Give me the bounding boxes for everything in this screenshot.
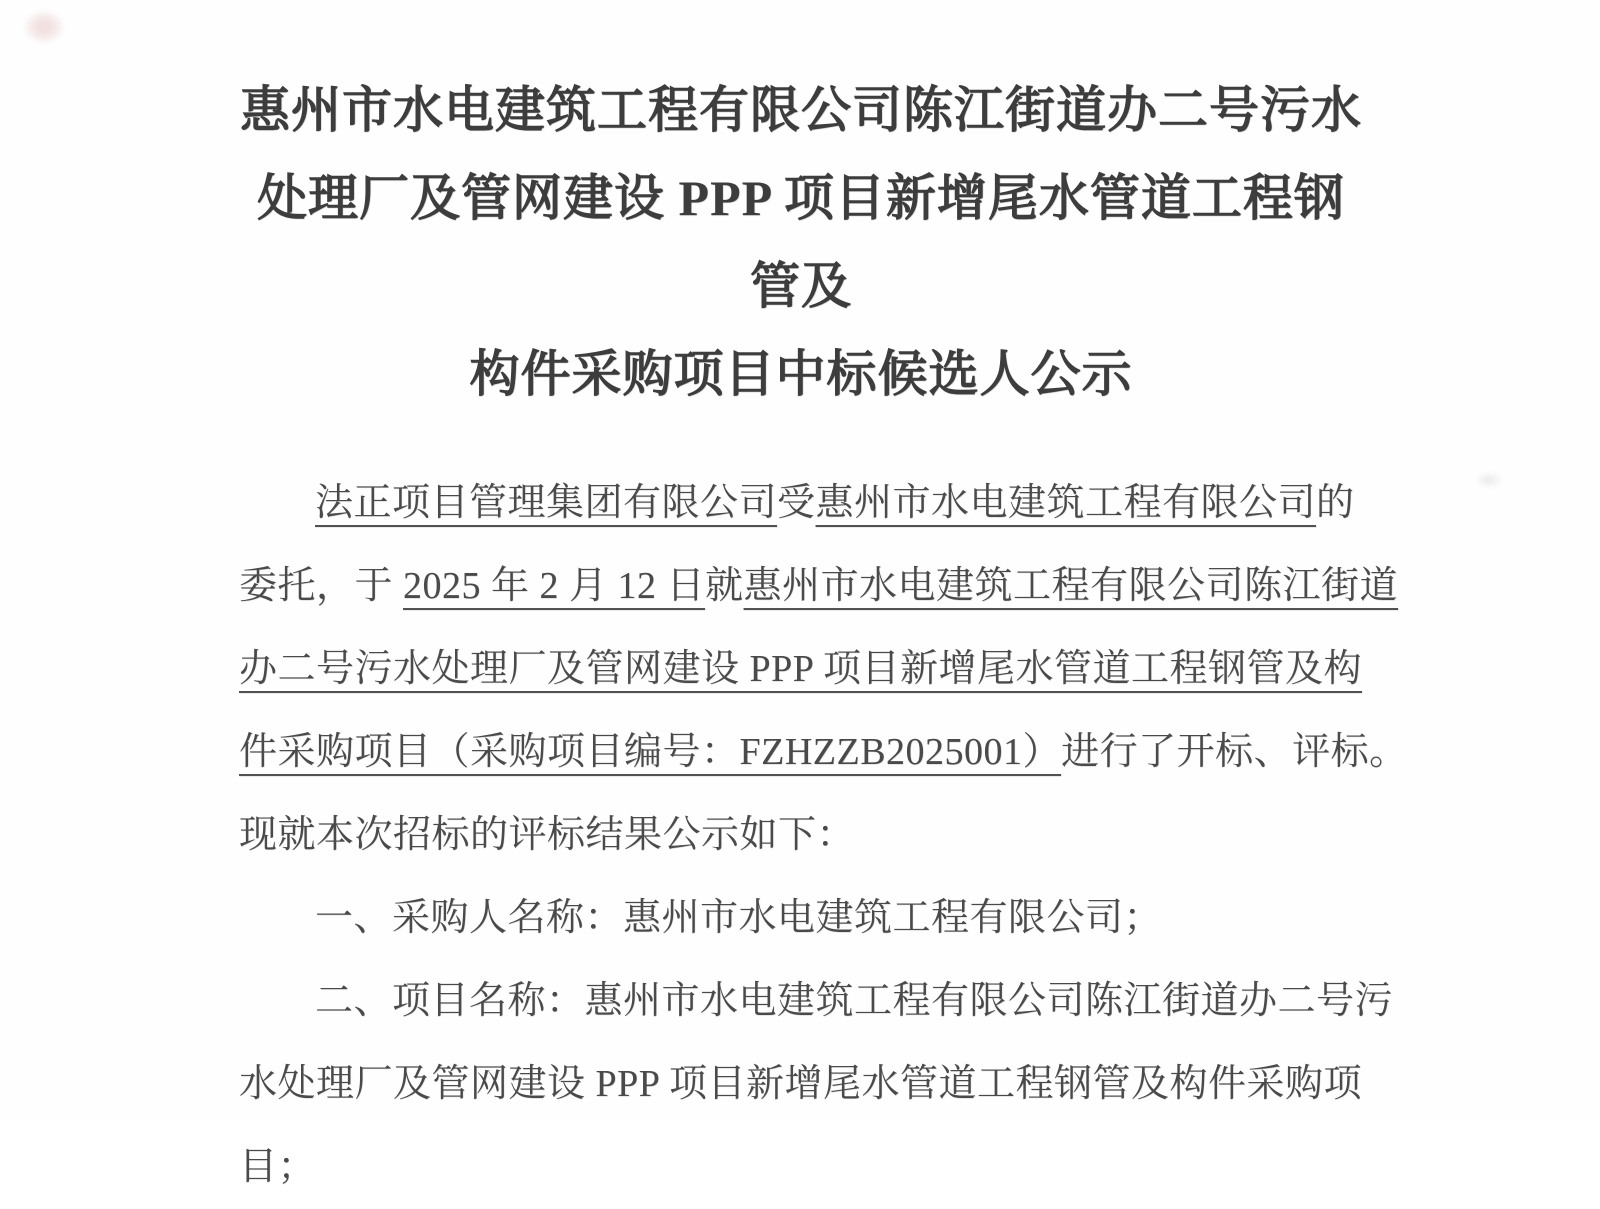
paragraph-line-2 xyxy=(239,545,1399,628)
paragraph-line-1 xyxy=(239,462,1363,545)
item-1-text: 一、采购人名称：惠州市水电建筑工程有限公司； xyxy=(315,897,1163,939)
document-body xyxy=(239,462,1408,1209)
purchaser-name: 惠州市水电建筑工程有限公司 xyxy=(815,482,1317,524)
item-2-text-2: 水处理厂及管网建设 PPP 项目新增尾水管道工程钢管及构件采购项 xyxy=(239,1063,1362,1105)
project-name-part-1: 惠州市水电建筑工程有限公司陈江街道 xyxy=(743,565,1399,607)
text-segment: 受 xyxy=(777,482,816,524)
item-2-text-3: 目； xyxy=(239,1146,317,1188)
paragraph-line-4 xyxy=(239,711,1408,794)
item-2-project-name-line-2 xyxy=(239,1043,1363,1126)
text-segment: 就 xyxy=(705,565,744,607)
paragraph-line-5 xyxy=(239,794,1363,877)
title-line-2: 处理厂及管网建设 PPP 项目新增尾水管道工程钢管及 xyxy=(257,170,1345,314)
scan-artifact-top-left xyxy=(26,12,62,42)
project-name-and-code: 件采购项目（采购项目编号：FZHZZB2025001） xyxy=(239,731,1062,773)
document-title xyxy=(239,66,1363,418)
title-line-1: 惠州市水电建筑工程有限公司陈江街道办二号污水 xyxy=(240,82,1362,138)
bid-opening-date: 2025 年 2 月 12 日 xyxy=(403,565,706,607)
paragraph-line-3 xyxy=(239,628,1363,711)
text-segment: 的 xyxy=(1316,482,1355,524)
project-name-part-2: 办二号污水处理厂及管网建设 PPP 项目新增尾水管道工程钢管及构 xyxy=(239,648,1362,690)
result-intro-text: 现就本次招标的评标结果公示如下： xyxy=(239,814,856,856)
item-2-project-name-line-1 xyxy=(239,960,1394,1043)
document-content xyxy=(239,66,1408,1209)
item-2-text-1: 二、项目名称：惠州市水电建筑工程有限公司陈江街道办二号污 xyxy=(315,980,1394,1022)
title-line-3: 构件采购项目中标候选人公示 xyxy=(469,346,1133,402)
item-1-purchaser xyxy=(239,877,1363,960)
item-2-project-name-line-3 xyxy=(239,1126,1363,1209)
text-segment: 进行了开标、评标。 xyxy=(1061,731,1408,773)
scan-artifact-right xyxy=(1478,474,1500,486)
text-segment: 委托，于 xyxy=(239,565,404,607)
agency-name: 法正项目管理集团有限公司 xyxy=(315,482,778,524)
